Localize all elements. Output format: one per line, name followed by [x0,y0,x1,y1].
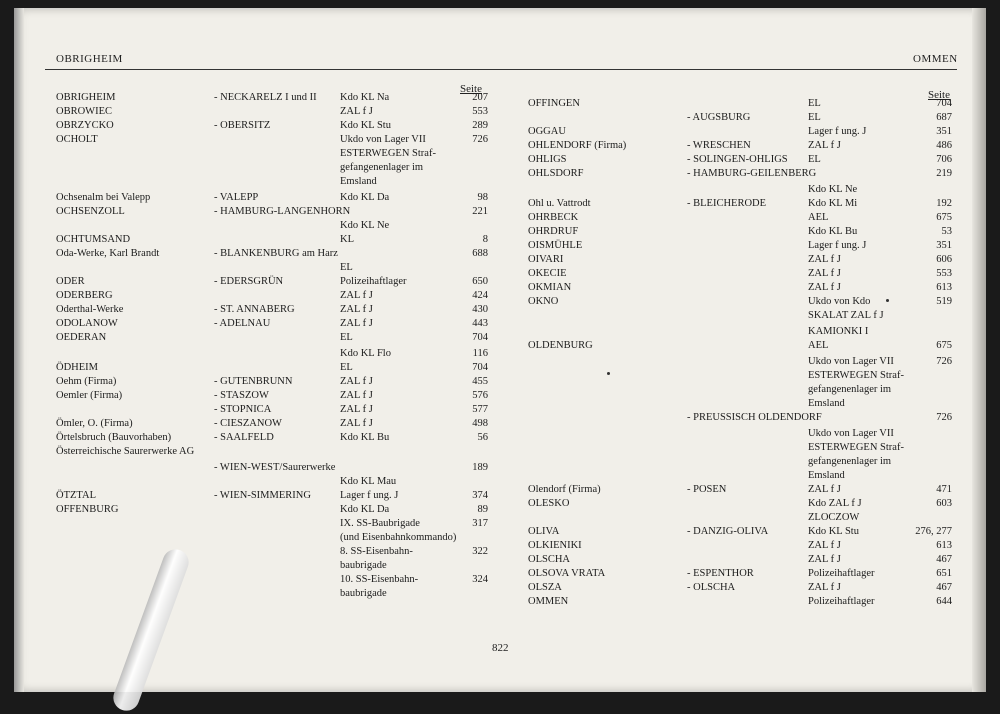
entry-location: - ST. ANNABERG [214,304,295,315]
entry-page: 317 [472,518,488,529]
entry-camp-type: Kdo KL Flo [340,348,391,359]
entry-camp-type: AEL [808,212,829,223]
entry-camp-type: ZAL f J [340,318,373,329]
entry-location: - WIEN-SIMMERING [214,490,311,501]
entry-location: - HAMBURG-GEILENBERG [687,168,817,179]
entry-page: 675 [936,340,952,351]
entry-page: 471 [936,484,952,495]
entry-camp-type: 10. SS-Eisenbahn- [340,574,419,585]
entry-page: 219 [936,168,952,179]
entry-page: 613 [936,282,952,293]
entry-name: OLSCHA [528,554,571,565]
entry-page: 221 [472,206,488,217]
entry-name: OKNO [528,296,559,307]
entry-camp-type: SKALAT ZAL f J [808,310,884,321]
entry-camp-type: ZAL f J [340,404,373,415]
entry-camp-type: AEL [808,340,829,351]
entry-name: OHRBECK [528,212,579,223]
seite-label-left: Seite [460,83,482,95]
entry-name: OCHOLT [56,134,98,145]
entry-camp-type: 8. SS-Eisenbahn- [340,546,413,557]
entry-camp-type: Ukdo von Lager VII [808,356,894,367]
entry-name: OCHTUMSAND [56,234,131,245]
entry-camp-type: Kdo KL Da [340,504,390,515]
entry-name: OBROWIEC [56,106,112,117]
entry-page: 613 [936,540,952,551]
entry-page: 56 [477,432,488,443]
entry-camp-type: EL [808,154,821,165]
entry-page: 424 [472,290,488,301]
entry-camp-type: Polizeihaftlager [808,568,875,579]
entry-page: 706 [936,154,952,165]
entry-page: 89 [477,504,488,515]
entry-location: - POSEN [687,484,727,495]
entry-camp-type: ZAL f J [340,304,373,315]
entry-name: OISMÜHLE [528,240,583,251]
entry-location: - ADELNAU [214,318,271,329]
entry-page: 207 [472,92,488,103]
entry-camp-type: Emsland [340,176,377,187]
entry-page: 498 [472,418,488,429]
entry-location: - DANZIG-OLIVA [687,526,769,537]
entry-name: OLIVA [528,526,560,537]
entry-page: 644 [936,596,952,607]
entry-camp-type: Polizeihaftlager [808,596,875,607]
entry-name: Ömler, O. (Firma) [56,418,133,429]
entry-page: 726 [472,134,488,145]
entry-camp-type: EL [808,98,821,109]
entry-location: - OLSCHA [687,582,736,593]
entry-name: OBRIGHEIM [56,92,116,103]
entry-camp-type: Lager f ung. J [808,126,867,137]
entry-page: 192 [936,198,952,209]
page-number: 822 [492,642,509,654]
entry-name: ODER [56,276,85,287]
header-rule [45,69,957,70]
entry-page: 467 [936,582,952,593]
entry-name: ODOLANOW [56,318,118,329]
entry-camp-type: Lager f ung. J [340,490,399,501]
entry-name: OLKIENIKI [528,540,582,551]
entry-location: - STASZOW [214,390,269,401]
entry-camp-type: baubrigade [340,560,387,571]
entry-camp-type: Ukdo von Lager VII [340,134,426,145]
entry-camp-type: ZAL f J [808,582,841,593]
entry-camp-type: Kdo KL Mau [340,476,397,487]
entry-name: OIVARI [528,254,564,265]
running-header-left: OBRIGHEIM [56,53,123,65]
entry-name: OKMIAN [528,282,572,293]
entry-location: - EDERSGRÜN [214,276,284,287]
entry-camp-type: Kdo KL Stu [808,526,859,537]
entry-name: Ohl u. Vattrodt [528,198,591,209]
entry-page: 603 [936,498,952,509]
entry-name: OKECIE [528,268,567,279]
ink-speck [886,299,889,302]
entry-page: 606 [936,254,952,265]
entry-camp-type: ZAL f J [808,282,841,293]
entry-location: - GUTENBRUNN [214,376,293,387]
entry-camp-type: Kdo KL Ne [340,220,390,231]
entry-name: OHRDRUF [528,226,579,237]
entry-camp-type: Kdo KL Mi [808,198,858,209]
entry-camp-type: Kdo KL Ne [808,184,858,195]
entry-camp-type: ESTERWEGEN Straf- [340,148,436,159]
entry-name: OLDENBURG [528,340,593,351]
entry-location: - SAALFELD [214,432,274,443]
entry-page: 322 [472,546,488,557]
entry-name: OLESKO [528,498,570,509]
entry-camp-type: Kdo KL Bu [340,432,390,443]
entry-camp-type: Kdo KL Bu [808,226,858,237]
entry-location: - WRESCHEN [687,140,751,151]
entry-camp-type: ZAL f J [808,140,841,151]
entry-page: 430 [472,304,488,315]
entry-camp-type: gefangenenlager im [808,384,892,395]
entry-page: 704 [936,98,952,109]
entry-name: OLSZA [528,582,562,593]
entry-camp-type: ESTERWEGEN Straf- [808,442,904,453]
entry-name: Oda-Werke, Karl Brandt [56,248,160,259]
entry-name: ÖTZTAL [56,490,96,501]
entry-name: Oehm (Firma) [56,376,117,387]
entry-page: 98 [477,192,488,203]
entry-page: 443 [472,318,488,329]
entry-location: - PREUSSISCH OLDENDORF [687,412,822,423]
entry-camp-type: Kdo KL Na [340,92,390,103]
entry-location: - BLEICHERODE [687,198,767,209]
entry-location: - ESPENTHOR [687,568,754,579]
entry-page: 687 [936,112,952,123]
entry-camp-type: Kdo KL Da [340,192,390,203]
entry-camp-type: EL [340,262,353,273]
entry-camp-type: Lager f ung. J [808,240,867,251]
entry-page: 688 [472,248,488,259]
entry-page: 374 [472,490,488,501]
running-header-right: OMMEN [913,53,958,65]
entry-camp-type: IX. SS-Baubrigade [340,518,420,529]
entry-name: Oderthal-Werke [56,304,124,315]
entry-camp-type: ESTERWEGEN Straf- [808,370,904,381]
entry-page: 553 [472,106,488,117]
entry-camp-type: EL [808,112,821,123]
entry-name: OCHSENZOLL [56,206,125,217]
entry-name: OFFENBURG [56,504,119,515]
entry-page: 53 [941,226,952,237]
entry-page: 704 [472,362,488,373]
entry-name: OEDERAN [56,332,107,343]
entry-camp-type: ZAL f J [808,268,841,279]
entry-location: - CIESZANOW [214,418,282,429]
entry-page: 455 [472,376,488,387]
entry-page: 675 [936,212,952,223]
entry-page: 577 [472,404,488,415]
entry-camp-type: Kdo KL Stu [340,120,391,131]
entry-location: - STOPNICA [214,404,272,415]
entry-name: Österreichische Saurerwerke AG [56,446,195,457]
entry-camp-type: gefangenenlager im [808,456,892,467]
page-edge [972,8,986,692]
entry-location: - HAMBURG-LANGENHORN [214,206,351,217]
entry-camp-type: ZAL f J [808,554,841,565]
entry-camp-type: gefangenenlager im [340,162,424,173]
entry-camp-type: Kdo ZAL f J [808,498,862,509]
entry-camp-type: ZAL f J [808,540,841,551]
entry-name: OLSOVA VRATA [528,568,606,579]
seite-label-right: Seite [928,89,950,101]
entry-camp-type: baubrigade [340,588,387,599]
entry-page: 576 [472,390,488,401]
entry-camp-type: ZAL f J [340,376,373,387]
entry-location: - SOLINGEN-OHLIGS [687,154,788,165]
entry-page: 726 [936,356,952,367]
entry-camp-type: ZLOCZOW [808,512,860,523]
entry-camp-type: Ukdo von Lager VII [808,428,894,439]
entry-page: 726 [936,412,952,423]
entry-camp-type: KL [340,234,354,245]
entry-location: - AUGSBURG [687,112,751,123]
entry-camp-type: ZAL f J [340,418,373,429]
ink-speck [607,372,610,375]
entry-page: 189 [472,462,488,473]
entry-name: OMMEN [528,596,569,607]
entry-page: 324 [472,574,488,585]
entry-name: Olendorf (Firma) [528,484,601,495]
entry-location: - BLANKENBURG am Harz [214,248,338,259]
entry-name: OBRZYCKO [56,120,114,131]
entry-page: 351 [936,240,952,251]
entry-page: 651 [936,568,952,579]
entry-page: 289 [472,120,488,131]
entry-camp-type: ZAL f J [340,290,373,301]
entry-page: 650 [472,276,488,287]
entry-name: OHLENDORF (Firma) [528,140,627,151]
entry-page: 467 [936,554,952,565]
entry-name: ÖDHEIM [56,362,98,373]
entry-camp-type: (und Eisenbahnkommando) [340,532,457,543]
entry-camp-type: Emsland [808,398,845,409]
entry-camp-type: Ukdo von Kdo [808,296,871,307]
entry-name: OHLSDORF [528,168,584,179]
entry-page: 553 [936,268,952,279]
entry-camp-type: ZAL f J [808,484,841,495]
entry-camp-type: ZAL f J [340,390,373,401]
entry-name: OHLIGS [528,154,567,165]
entry-camp-type: ZAL f J [808,254,841,265]
entry-page: 519 [936,296,952,307]
entry-camp-type: Emsland [808,470,845,481]
entry-page: 116 [472,348,488,359]
entry-name: Oemler (Firma) [56,390,123,401]
entry-page: 351 [936,126,952,137]
entry-name: Ochsenalm bei Valepp [56,192,151,203]
entry-location: - VALEPP [214,192,259,203]
entry-camp-type: EL [340,332,353,343]
entry-camp-type: EL [340,362,353,373]
entry-camp-type: KAMIONKI I [808,326,869,337]
entry-camp-type: Polizeihaftlager [340,276,407,287]
entry-camp-type: ZAL f J [340,106,373,117]
entry-location: - WIEN-WEST/Saurerwerke [214,462,336,473]
entry-location: - OBERSITZ [214,120,271,131]
entry-page: 8 [482,234,488,245]
entry-page: 704 [472,332,488,343]
entry-page: 276, 277 [915,526,952,537]
book-spine [14,8,24,692]
entry-name: ODERBERG [56,290,113,301]
entry-name: Örtelsbruch (Bauvorhaben) [56,432,172,443]
entry-name: OGGAU [528,126,566,137]
entry-page: 486 [936,140,952,151]
entry-name: OFFINGEN [528,98,580,109]
entry-location: - NECKARELZ I und II [214,92,317,103]
